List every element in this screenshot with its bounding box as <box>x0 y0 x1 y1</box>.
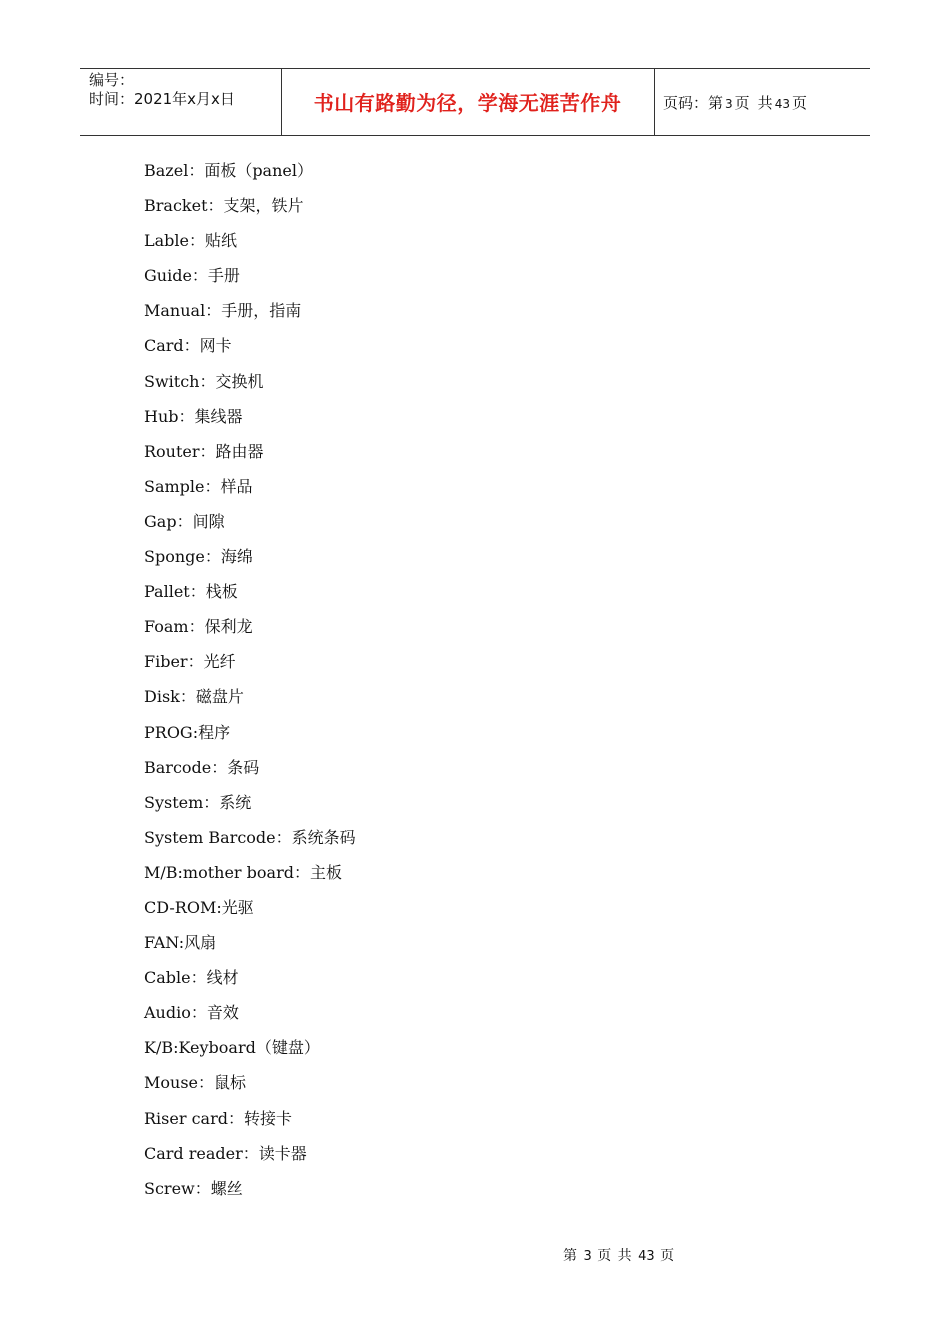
glossary-item: Cable：线材 <box>144 968 239 988</box>
glossary-item: FAN:风扇 <box>144 933 217 953</box>
glossary-item: Lable：贴纸 <box>144 231 237 251</box>
glossary-item: Barcode：条码 <box>144 757 260 777</box>
header-meta-cell <box>80 69 282 135</box>
glossary-item: Fiber：光纤 <box>144 652 236 672</box>
header-page-info <box>663 93 807 114</box>
document-date: 时间：2021年x月x日 <box>89 90 235 108</box>
glossary-item: Screw：螺丝 <box>144 1178 243 1198</box>
glossary-item: Card reader：读卡器 <box>144 1143 307 1163</box>
glossary-item: Riser card：转接卡 <box>144 1108 292 1128</box>
header-motto: 书山有路勤为径，学海无涯苦作舟 <box>313 91 622 115</box>
document-code-label: 编号： <box>89 71 135 89</box>
glossary-item: Manual：手册，指南 <box>144 301 302 321</box>
glossary-item: Hub：集线器 <box>144 406 243 426</box>
total-prefix: 共 <box>757 94 773 112</box>
header-page-cell <box>654 69 870 135</box>
header-motto-cell <box>281 69 655 135</box>
glossary-item: Audio：音效 <box>144 1003 239 1023</box>
glossary-item: CD-ROM:光驱 <box>144 897 254 917</box>
footer-prefix: 第 <box>563 1248 578 1264</box>
glossary-item: M/B:mother board：主板 <box>144 862 342 882</box>
glossary-item: Mouse：鼠标 <box>144 1073 247 1093</box>
footer-total: 43 <box>638 1249 655 1264</box>
page-total: 43 <box>774 97 790 111</box>
page-header <box>80 68 870 136</box>
footer-suffix: 页 <box>660 1248 676 1264</box>
glossary-item: K/B:Keyboard（键盘） <box>144 1038 320 1058</box>
page-current: 3 <box>725 97 733 111</box>
glossary-item: Foam：保利龙 <box>144 617 253 637</box>
footer-mid: 页 共 <box>597 1248 633 1264</box>
glossary-list <box>144 158 356 1211</box>
page-footer <box>563 1246 675 1267</box>
glossary-item: Gap：间隙 <box>144 511 225 531</box>
page-mid: 页 <box>734 94 750 112</box>
glossary-item: Bracket：支架，铁片 <box>144 196 304 216</box>
glossary-item: Sample：样品 <box>144 476 253 496</box>
page-prefix: 页码：第 <box>663 94 724 112</box>
glossary-item: System Barcode：系统条码 <box>144 827 356 847</box>
glossary-item: Router：路由器 <box>144 441 264 461</box>
glossary-item: PROG:程序 <box>144 722 231 742</box>
footer-current: 3 <box>583 1249 592 1264</box>
glossary-item: Pallet：栈板 <box>144 582 238 602</box>
glossary-item: Switch：交换机 <box>144 371 264 391</box>
glossary-item: System：系统 <box>144 792 252 812</box>
glossary-item: Sponge：海绵 <box>144 547 253 567</box>
glossary-item: Bazel：面板（panel） <box>144 161 313 180</box>
total-suffix: 页 <box>791 94 807 112</box>
glossary-item: Card：网卡 <box>144 336 232 356</box>
glossary-item: Guide：手册 <box>144 266 240 286</box>
glossary-item: Disk：磁盘片 <box>144 687 244 707</box>
